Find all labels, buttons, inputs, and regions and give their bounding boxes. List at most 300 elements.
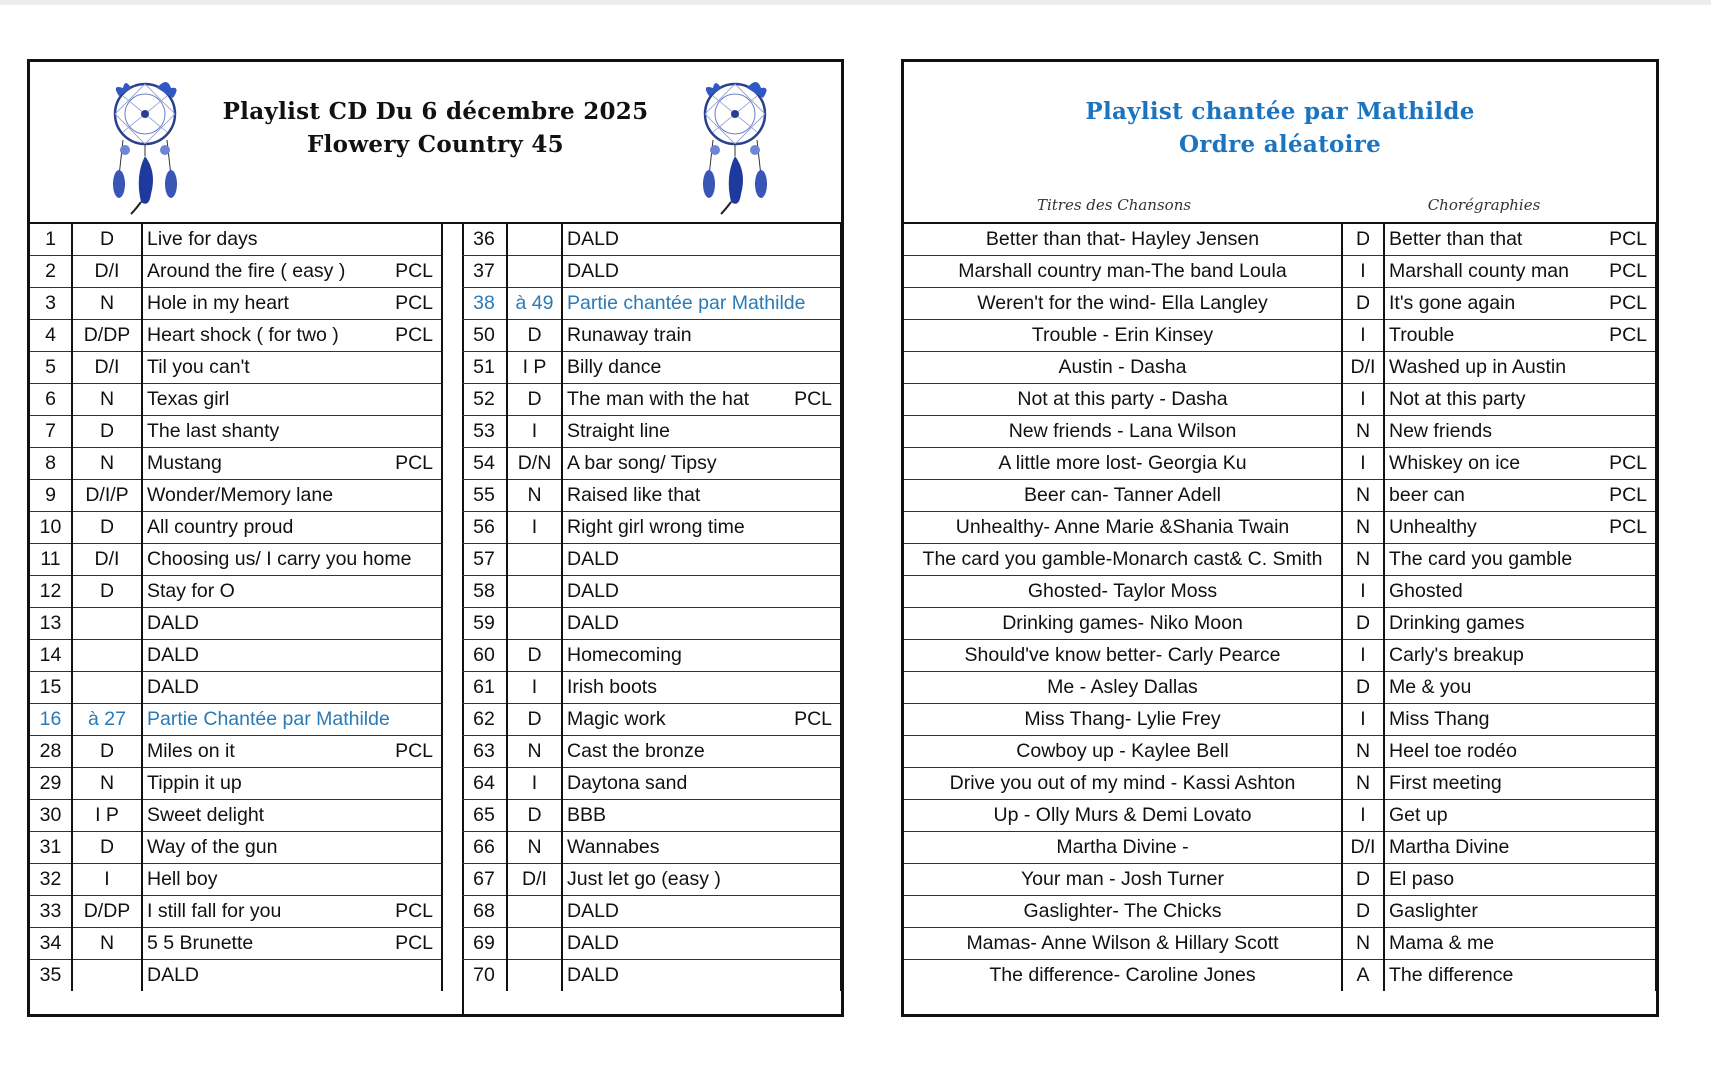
track-number: 50 (462, 320, 507, 352)
song-title-artist: Cowboy up - Kaylee Bell (904, 736, 1342, 768)
track-level: D/I (72, 544, 142, 576)
pcl-badge: PCL (1609, 484, 1647, 506)
track-number: 38 (462, 288, 507, 320)
choreography (1384, 704, 1656, 736)
track-number: 55 (462, 480, 507, 512)
track-level (507, 256, 562, 288)
track-level: D/I (72, 256, 142, 288)
track-level (507, 928, 562, 960)
track-number: 34 (30, 928, 72, 960)
dance-level: D (1342, 672, 1384, 704)
table-row (904, 768, 1656, 800)
song-title: Til you can't (147, 356, 250, 378)
track-number: 31 (30, 832, 72, 864)
dance-level: N (1342, 928, 1384, 960)
song-title: I still fall for you (147, 900, 282, 922)
song-title: DALD (567, 900, 620, 922)
dance-level: I (1342, 448, 1384, 480)
song-title: Wannabes (567, 836, 660, 858)
table-row (30, 256, 442, 288)
track-song (562, 224, 841, 256)
track-number: 63 (462, 736, 507, 768)
choreography (1384, 224, 1656, 256)
track-song (142, 416, 442, 448)
track-level: D (507, 704, 562, 736)
table-row (462, 928, 841, 960)
dance-level: N (1342, 480, 1384, 512)
song-title-artist: Drinking games- Niko Moon (904, 608, 1342, 640)
table-row (904, 320, 1656, 352)
choreo-name: New friends (1389, 420, 1492, 442)
track-song (142, 544, 442, 576)
choreography (1384, 832, 1656, 864)
dance-level: N (1342, 512, 1384, 544)
track-number: 33 (30, 896, 72, 928)
song-title: Homecoming (567, 644, 682, 666)
table-row (904, 576, 1656, 608)
table-row (30, 640, 442, 672)
track-level: D/DP (72, 896, 142, 928)
track-song (142, 256, 442, 288)
song-title-artist: Better than that- Hayley Jensen (904, 224, 1342, 256)
song-title: Mustang (147, 452, 222, 474)
table-row (462, 416, 841, 448)
track-number: 29 (30, 768, 72, 800)
pcl-badge: PCL (395, 740, 433, 762)
cd-playlist-header (30, 62, 841, 224)
song-title: Hole in my heart (147, 292, 289, 314)
track-song (142, 288, 442, 320)
track-song (562, 320, 841, 352)
choreography (1384, 640, 1656, 672)
song-title-artist: Up - Olly Murs & Demi Lovato (904, 800, 1342, 832)
track-level: N (72, 288, 142, 320)
choreo-name: Not at this party (1389, 388, 1526, 410)
track-song (562, 736, 841, 768)
song-title-artist: Your man - Josh Turner (904, 864, 1342, 896)
track-number: 15 (30, 672, 72, 704)
dance-level: N (1342, 736, 1384, 768)
dance-level: I (1342, 704, 1384, 736)
pcl-badge: PCL (1609, 228, 1647, 250)
dance-level: N (1342, 416, 1384, 448)
track-level: D (72, 512, 142, 544)
song-title-artist: Me - Asley Dallas (904, 672, 1342, 704)
table-row (904, 608, 1656, 640)
dance-level: D/I (1342, 832, 1384, 864)
table-row (462, 960, 841, 992)
table-row (462, 704, 841, 736)
track-song (142, 896, 442, 928)
section-row (30, 704, 442, 736)
cd-title-line2: Flowery Country 45 (307, 131, 564, 158)
track-song (142, 832, 442, 864)
track-level (507, 896, 562, 928)
track-level: D/N (507, 448, 562, 480)
song-title: Runaway train (567, 324, 692, 346)
track-number: 11 (30, 544, 72, 576)
track-song (562, 896, 841, 928)
table-row (462, 832, 841, 864)
track-number: 2 (30, 256, 72, 288)
table-row (904, 896, 1656, 928)
choreo-name: El paso (1389, 868, 1455, 890)
choreography (1384, 352, 1656, 384)
choreo-name: It's gone again (1389, 292, 1516, 314)
dance-level: I (1342, 800, 1384, 832)
track-level: D (507, 320, 562, 352)
track-level: I (72, 864, 142, 896)
song-title: Raised like that (567, 484, 701, 506)
track-song (562, 864, 841, 896)
track-level: N (72, 928, 142, 960)
track-song (562, 288, 841, 320)
track-level: D (507, 800, 562, 832)
track-song (562, 480, 841, 512)
track-level: N (507, 736, 562, 768)
song-title-artist: Marshall country man-The band Loula (904, 256, 1342, 288)
song-title: Heart shock ( for two ) (147, 324, 339, 346)
choreography (1384, 800, 1656, 832)
table-row (462, 576, 841, 608)
dance-level: N (1342, 544, 1384, 576)
track-level: D/I (72, 352, 142, 384)
song-title: Wonder/Memory lane (147, 484, 334, 506)
pcl-badge: PCL (794, 388, 832, 410)
song-title: Straight line (567, 420, 670, 442)
track-number: 67 (462, 864, 507, 896)
track-song (562, 704, 841, 736)
song-title-artist: Drive you out of my mind - Kassi Ashton (904, 768, 1342, 800)
dance-level: I (1342, 384, 1384, 416)
table-gap (442, 224, 464, 1014)
track-level: I (507, 416, 562, 448)
song-title: Tippin it up (147, 772, 242, 794)
table-row (462, 736, 841, 768)
track-song (562, 800, 841, 832)
track-level: N (507, 832, 562, 864)
track-number: 1 (30, 224, 72, 256)
track-song (142, 800, 442, 832)
choreography (1384, 896, 1656, 928)
track-level (507, 224, 562, 256)
track-level: I (507, 512, 562, 544)
table-row (30, 864, 442, 896)
track-level: N (72, 384, 142, 416)
song-title-artist: Mamas- Anne Wilson & Hillary Scott (904, 928, 1342, 960)
table-row (462, 512, 841, 544)
song-title: Just let go (easy ) (567, 868, 721, 890)
table-row (30, 960, 442, 992)
dance-level: D/I (1342, 352, 1384, 384)
track-level (507, 544, 562, 576)
track-song (562, 928, 841, 960)
table-row (462, 640, 841, 672)
choreography (1384, 864, 1656, 896)
pcl-badge: PCL (395, 452, 433, 474)
track-level (72, 640, 142, 672)
song-title: DALD (567, 932, 620, 954)
track-song (142, 320, 442, 352)
dance-level: N (1342, 768, 1384, 800)
track-song (562, 384, 841, 416)
track-level: N (72, 448, 142, 480)
choreo-name: The card you gamble (1389, 548, 1573, 570)
col-header-titles: Titres des Chansons (1036, 196, 1192, 214)
dance-level: D (1342, 288, 1384, 320)
choreo-name: Ghosted (1389, 580, 1463, 602)
cd-title-line1: Playlist CD Du 6 décembre 2025 (222, 98, 649, 125)
track-level (72, 960, 142, 992)
pcl-badge: PCL (794, 708, 832, 730)
track-number: 28 (30, 736, 72, 768)
song-title-artist: Austin - Dasha (904, 352, 1342, 384)
choreography (1384, 320, 1656, 352)
track-song (562, 544, 841, 576)
track-number: 14 (30, 640, 72, 672)
track-level: D (507, 640, 562, 672)
song-title: DALD (567, 260, 620, 282)
table-row (904, 960, 1656, 992)
table-row (30, 896, 442, 928)
track-level (507, 576, 562, 608)
dance-level: A (1342, 960, 1384, 992)
song-title: Choosing us/ I carry you home (147, 548, 412, 570)
track-level: D (72, 576, 142, 608)
table-row (904, 864, 1656, 896)
choreo-name: Marshall county man (1389, 260, 1569, 282)
track-number: 61 (462, 672, 507, 704)
choreography (1384, 608, 1656, 640)
song-title: 5 5 Brunette (147, 932, 254, 954)
track-level: D (507, 384, 562, 416)
track-level: D (72, 736, 142, 768)
track-song (562, 352, 841, 384)
track-song (562, 640, 841, 672)
track-song (142, 960, 442, 992)
song-title: DALD (147, 964, 200, 986)
choreography (1384, 768, 1656, 800)
table-row (904, 736, 1656, 768)
track-number: 8 (30, 448, 72, 480)
track-number: 70 (462, 960, 507, 992)
table-row (30, 576, 442, 608)
song-title: Daytona sand (567, 772, 688, 794)
track-level: N (72, 768, 142, 800)
choreo-name: Get up (1389, 804, 1448, 826)
sung-title-line1: Playlist chantée par Mathilde (1085, 98, 1475, 125)
table-row (30, 832, 442, 864)
track-number: 54 (462, 448, 507, 480)
track-song (562, 672, 841, 704)
sung-playlist-panel (901, 59, 1659, 1017)
choreography (1384, 544, 1656, 576)
table-row (904, 640, 1656, 672)
table-row (462, 448, 841, 480)
track-number: 30 (30, 800, 72, 832)
song-title: Billy dance (567, 356, 662, 378)
track-level (507, 960, 562, 992)
table-row (30, 448, 442, 480)
song-title-artist: A little more lost- Georgia Ku (904, 448, 1342, 480)
track-number: 16 (30, 704, 72, 736)
song-title: DALD (567, 612, 620, 634)
track-number: 7 (30, 416, 72, 448)
song-title: DALD (567, 548, 620, 570)
song-title-artist: The difference- Caroline Jones (904, 960, 1342, 992)
pcl-badge: PCL (1609, 260, 1647, 282)
choreo-name: Washed up in Austin (1389, 356, 1567, 378)
dance-level: D (1342, 864, 1384, 896)
track-song (562, 608, 841, 640)
track-number: 37 (462, 256, 507, 288)
song-title: The last shanty (147, 420, 280, 442)
track-number: 5 (30, 352, 72, 384)
table-row (462, 768, 841, 800)
table-row (30, 480, 442, 512)
song-title-artist: Trouble - Erin Kinsey (904, 320, 1342, 352)
choreo-name: Trouble (1389, 324, 1455, 346)
table-row (462, 896, 841, 928)
track-song (562, 256, 841, 288)
table-row (30, 672, 442, 704)
song-title: Stay for O (147, 580, 235, 602)
track-number: 60 (462, 640, 507, 672)
table-row (904, 288, 1656, 320)
song-title: Irish boots (567, 676, 657, 698)
table-row (904, 224, 1656, 256)
track-level (72, 608, 142, 640)
table-row (462, 320, 841, 352)
track-song (142, 576, 442, 608)
track-level: I (507, 672, 562, 704)
table-row (904, 544, 1656, 576)
song-title: All country proud (147, 516, 294, 538)
track-song (142, 640, 442, 672)
table-row (904, 672, 1656, 704)
pcl-badge: PCL (395, 260, 433, 282)
table-row (462, 256, 841, 288)
dance-level: I (1342, 320, 1384, 352)
table-row (904, 256, 1656, 288)
track-song (142, 672, 442, 704)
song-title: The man with the hat (567, 388, 750, 410)
table-row (904, 480, 1656, 512)
song-title: DALD (567, 964, 620, 986)
track-level (72, 672, 142, 704)
pcl-badge: PCL (1609, 324, 1647, 346)
table-row (462, 608, 841, 640)
sung-playlist-header (904, 62, 1656, 224)
table-row (462, 672, 841, 704)
table-row (30, 352, 442, 384)
track-number: 6 (30, 384, 72, 416)
table-row (30, 768, 442, 800)
track-number: 65 (462, 800, 507, 832)
track-song (562, 768, 841, 800)
track-song (142, 480, 442, 512)
track-level: à 49 (507, 288, 562, 320)
pcl-badge: PCL (395, 932, 433, 954)
song-title-artist: Martha Divine - (904, 832, 1342, 864)
choreo-name: Martha Divine (1389, 836, 1510, 858)
track-level: D/DP (72, 320, 142, 352)
song-title: Magic work (567, 708, 666, 730)
track-level (507, 608, 562, 640)
track-number: 53 (462, 416, 507, 448)
table-row (462, 352, 841, 384)
track-song (142, 928, 442, 960)
table-row (462, 864, 841, 896)
track-level: N (507, 480, 562, 512)
choreography (1384, 928, 1656, 960)
table-row (904, 928, 1656, 960)
choreography (1384, 736, 1656, 768)
dance-level: D (1342, 224, 1384, 256)
track-song (562, 832, 841, 864)
song-title-artist: Unhealthy- Anne Marie &Shania Twain (904, 512, 1342, 544)
cd-playlist-title (30, 95, 841, 161)
table-row (462, 224, 841, 256)
col-header-choreo: Chorégraphies (1427, 196, 1541, 214)
table-row (30, 384, 442, 416)
pcl-badge: PCL (1609, 292, 1647, 314)
track-number: 32 (30, 864, 72, 896)
track-number: 3 (30, 288, 72, 320)
song-title: DALD (147, 644, 200, 666)
choreo-name: Gaslighter (1389, 900, 1478, 922)
song-title-artist: The card you gamble-Monarch cast& C. Smith (904, 544, 1342, 576)
track-song (562, 512, 841, 544)
track-level: I (507, 768, 562, 800)
track-level: I P (72, 800, 142, 832)
pcl-badge: PCL (1609, 452, 1647, 474)
song-title: Live for days (147, 228, 258, 250)
table-row (904, 352, 1656, 384)
choreo-name: Whiskey on ice (1389, 452, 1521, 474)
song-title: Right girl wrong time (567, 516, 745, 538)
track-level: D/I/P (72, 480, 142, 512)
track-song (142, 608, 442, 640)
track-number: 62 (462, 704, 507, 736)
table-row (462, 544, 841, 576)
track-number: 69 (462, 928, 507, 960)
track-song (562, 960, 841, 992)
choreo-name: Me & you (1389, 676, 1472, 698)
choreography (1384, 672, 1656, 704)
choreography (1384, 256, 1656, 288)
playlist-table-part1 (30, 224, 443, 991)
choreo-name: Mama & me (1389, 932, 1495, 954)
song-title-artist: New friends - Lana Wilson (904, 416, 1342, 448)
song-title-artist: Should've know better- Carly Pearce (904, 640, 1342, 672)
pcl-badge: PCL (395, 324, 433, 346)
table-row (462, 800, 841, 832)
table-row (904, 384, 1656, 416)
song-title: Partie Chantée par Mathilde (147, 708, 390, 730)
choreography (1384, 416, 1656, 448)
choreo-name: Better than that (1389, 228, 1523, 250)
track-song (562, 416, 841, 448)
track-song (562, 448, 841, 480)
table-row (30, 320, 442, 352)
table-row (30, 512, 442, 544)
section-row (462, 288, 841, 320)
sung-playlist-title (904, 95, 1656, 161)
song-title: Miles on it (147, 740, 235, 762)
choreography (1384, 512, 1656, 544)
table-row (30, 544, 442, 576)
